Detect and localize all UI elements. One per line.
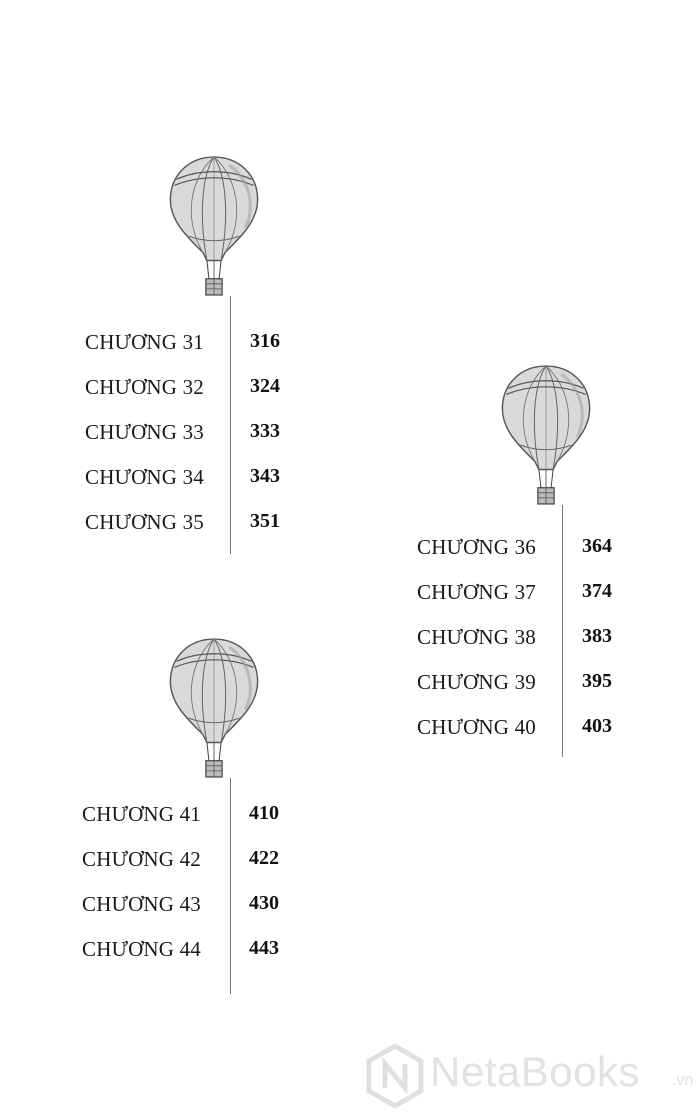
page-number: 403 [582,715,612,737]
page-number: 443 [249,937,279,959]
page-number: 343 [250,465,280,487]
page-number: 333 [250,420,280,442]
page-number: 351 [250,510,280,532]
page-number: 324 [250,375,280,397]
page-number: 364 [582,535,612,557]
page-number: 410 [249,802,279,824]
watermark-brand: NetaBooks [430,1048,640,1095]
netabooks-logo-icon [366,1044,424,1108]
chapter-label: CHƯƠNG 31 [85,330,205,354]
page-number: 383 [582,625,612,647]
chapter-label: CHƯƠNG 40 [417,715,537,739]
chapter-label: CHƯƠNG 43 [82,892,202,916]
chapter-label: CHƯƠNG 39 [417,670,537,694]
chapter-label: CHƯƠNG 32 [85,375,205,399]
divider-line [230,778,231,994]
divider-line [230,296,231,554]
chapter-label: CHƯƠNG 34 [85,465,205,489]
hot-air-balloon-icon [168,155,260,297]
chapter-label: CHƯƠNG 44 [82,937,202,961]
chapter-label: CHƯƠNG 33 [85,420,205,444]
chapter-label: CHƯƠNG 36 [417,535,537,559]
watermark-suffix: .vn [672,1072,694,1089]
chapter-label: CHƯƠNG 37 [417,580,537,604]
page-number: 374 [582,580,612,602]
watermark [360,1042,700,1112]
hot-air-balloon-icon [168,637,260,779]
page-number: 430 [249,892,279,914]
page-number: 395 [582,670,612,692]
chapter-label: CHƯƠNG 41 [82,802,202,826]
page-number: 422 [249,847,279,869]
chapter-label: CHƯƠNG 35 [85,510,205,534]
divider-line [562,505,563,757]
chapter-label: CHƯƠNG 42 [82,847,202,871]
chapter-label: CHƯƠNG 38 [417,625,537,649]
page-number: 316 [250,330,280,352]
hot-air-balloon-icon [500,364,592,506]
